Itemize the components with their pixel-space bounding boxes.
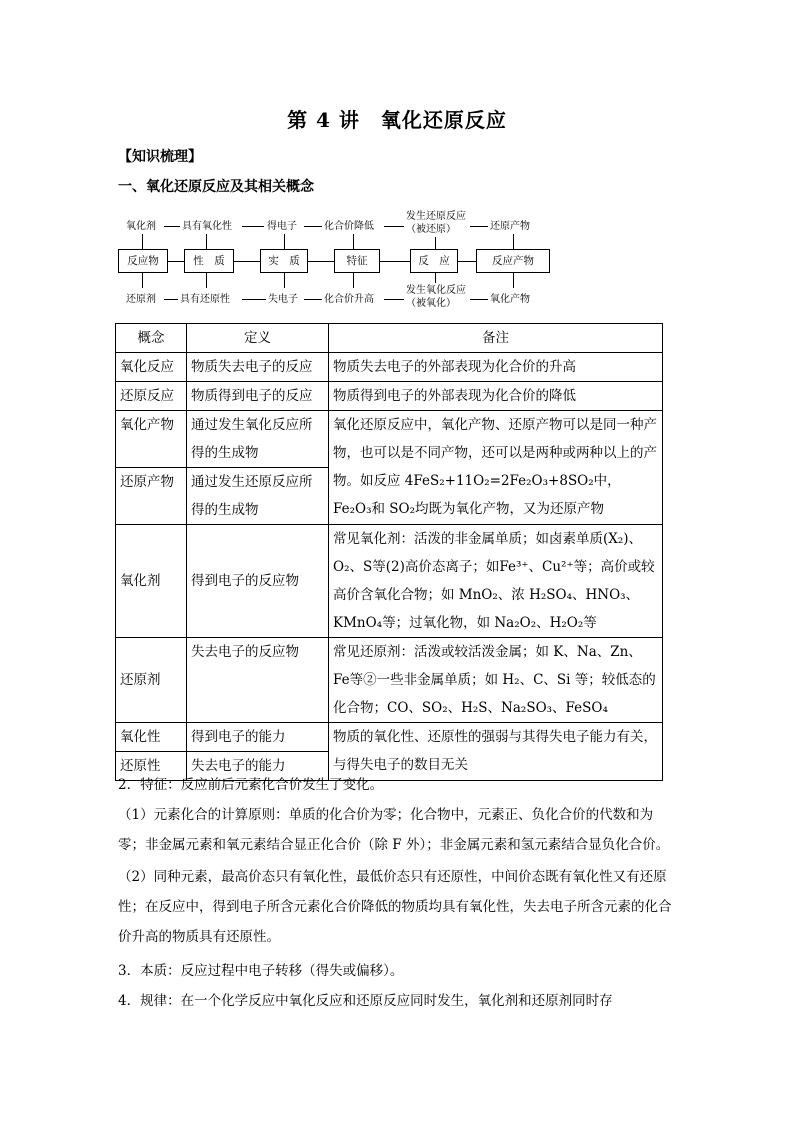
arrow-up [284, 234, 285, 249]
connector-line [470, 299, 488, 300]
table-row [116, 353, 663, 382]
arrow-down [284, 273, 285, 288]
diagram-box: 实 质 [260, 249, 308, 273]
connector-line [457, 261, 476, 262]
table-row [116, 525, 663, 638]
diagram-top-label: 化合价降低 [324, 221, 374, 232]
diagram-top-label: 还原产物 [490, 221, 530, 232]
header-note: 备注 [329, 324, 663, 353]
connector-line [242, 299, 266, 300]
diagram-bottom-label: 氧化产物 [490, 294, 530, 305]
diagram-top-label: 氧化剂 [126, 221, 156, 232]
connector-line [304, 299, 322, 300]
cell-note: 物质得到电子的外部表现为化合价的降低 [329, 382, 663, 411]
diagram-bottom-label: 还原剂 [126, 294, 156, 305]
table-header-row [116, 324, 663, 353]
arrow-down [142, 273, 143, 288]
connector-line [307, 261, 334, 262]
cell-concept: 还原反应 [116, 382, 187, 411]
connector-line [379, 261, 410, 262]
header-definition: 定义 [187, 324, 329, 353]
connector-line [242, 226, 264, 227]
paragraph-feature: 2．特征：反应前后元素化合价发生了变化。 [118, 777, 384, 793]
cell-note: 常见氧化剂：活泼的非金属单质；如卤素单质(X₂)、O₂、S等(2)高价态离子；如Fe³⁺、Cu²⁺等；高价或较高价含氧化合物；如 MnO₂、浓 H₂SO₄、HNO₃、KMnO₄等；过氧化物，如 Na₂O₂、H₂O₂等 [329, 525, 663, 638]
paragraph-rules: 4．规律：在一个化学反应中氧化反应和还原反应同时发生，氧化剂和还原剂同时存 [118, 993, 613, 1009]
cell-note: 物质失去电子的外部表现为化合价的升高 [329, 353, 663, 382]
cell-definition: 失去电子的反应物 [187, 638, 329, 723]
table-row [116, 723, 663, 752]
cell-note: 物质的氧化性、还原性的强弱与其得失电子能力有关，与得失电子的数目无关 [329, 723, 663, 781]
arrow-down [206, 273, 207, 288]
connector-line [384, 226, 404, 227]
arrow-up [435, 237, 436, 249]
diagram-box: 反 应 [410, 249, 458, 273]
cell-concept: 氧化剂 [116, 525, 187, 638]
concept-diagram [118, 205, 558, 315]
arrow-down [435, 273, 436, 283]
connector-line [470, 226, 488, 227]
diagram-top-label: 具有氧化性 [182, 221, 232, 232]
diagram-top-label: 得电子 [267, 221, 297, 232]
connector-line [164, 299, 178, 300]
diagram-bottom-label: 发生氧化反应（被氧化） [406, 285, 466, 309]
cell-note: 氧化还原反应中，氧化产物、还原产物可以是同一种产物，也可以是不同产物，还可以是两种或两种以上的产物。如反应 4FeS₂+11O₂=2Fe₂O₃+8SO₂中，Fe₂O₃和 SO₂均既为氧化产物，又为还原产物 [329, 411, 663, 525]
diagram-top-label: 发生还原反应（被还原） [406, 211, 466, 235]
diagram-bottom-label: 化合价升高 [324, 294, 374, 305]
page-title: 第 4 讲 氧化还原反应 [287, 108, 507, 132]
cell-definition: 失去电子的能力 [187, 752, 329, 781]
arrow-up [206, 234, 207, 249]
connector-line [164, 226, 180, 227]
cell-concept: 还原产物 [116, 468, 187, 525]
cell-concept: 还原性 [116, 752, 187, 781]
connector-line [384, 299, 404, 300]
connector-line [233, 261, 260, 262]
table-row [116, 411, 663, 468]
table-row [116, 638, 663, 723]
arrow-up [142, 234, 143, 249]
arrow-up [353, 234, 354, 249]
diagram-box: 性 质 [184, 249, 234, 273]
cell-definition: 物质得到电子的反应 [187, 382, 329, 411]
header-concept: 概念 [116, 324, 187, 353]
arrow-down [513, 273, 514, 288]
diagram-bottom-label: 具有还原性 [180, 294, 230, 305]
cell-note: 常见还原剂：活泼或较活泼金属；如 K、Na、Zn、Fe等②一些非金属单质；如 H₂、C、Si 等；较低态的化合物；CO、SO₂、H₂S、Na₂SO₃、FeSO₄ [329, 638, 663, 723]
cell-definition: 得到电子的能力 [187, 723, 329, 752]
cell-concept: 氧化反应 [116, 353, 187, 382]
section-heading-concepts: 一、氧化还原反应及其相关概念 [118, 179, 314, 195]
section-heading-knowledge: 【知识梳理】 [118, 149, 202, 165]
diagram-bottom-label: 失电子 [268, 294, 298, 305]
concept-table [115, 323, 663, 781]
paragraph-valence-rules: （1）元素化合的计算原则：单质的化合价为零；化合物中，元素正、负化合价的代数和为零；非金属元素和氧元素结合显正化合价（除 F 外）；非金属元素和氢元素结合显负化合价。 [118, 807, 670, 853]
diagram-box: 反应产物 [476, 249, 550, 273]
arrow-up [513, 234, 514, 249]
cell-definition: 物质失去电子的反应 [187, 353, 329, 382]
cell-concept: 氧化产物 [116, 411, 187, 468]
table-row [116, 382, 663, 411]
paragraph-essence: 3．本质：反应过程中电子转移（得失或偏移）。 [118, 963, 404, 979]
cell-concept: 氧化性 [116, 723, 187, 752]
cell-definition: 通过发生还原反应所得的生成物 [187, 468, 329, 525]
paragraph-valence-states: （2）同种元素，最高价态只有氧化性，最低价态只有还原性，中间价态既有氧化性又有还原性；在反应中，得到电子所含元素化合价降低的物质均具有氧化性，失去电子所含元素的化合价升高的物质具有还原性。 [118, 869, 672, 945]
connector-line [167, 261, 184, 262]
arrow-down [353, 273, 354, 288]
connector-line [304, 226, 322, 227]
diagram-box: 反应物 [118, 249, 168, 273]
cell-definition: 通过发生氧化反应所得的生成物 [187, 411, 329, 468]
diagram-box: 特征 [334, 249, 380, 273]
cell-concept: 还原剂 [116, 638, 187, 723]
cell-definition: 得到电子的反应物 [187, 525, 329, 638]
